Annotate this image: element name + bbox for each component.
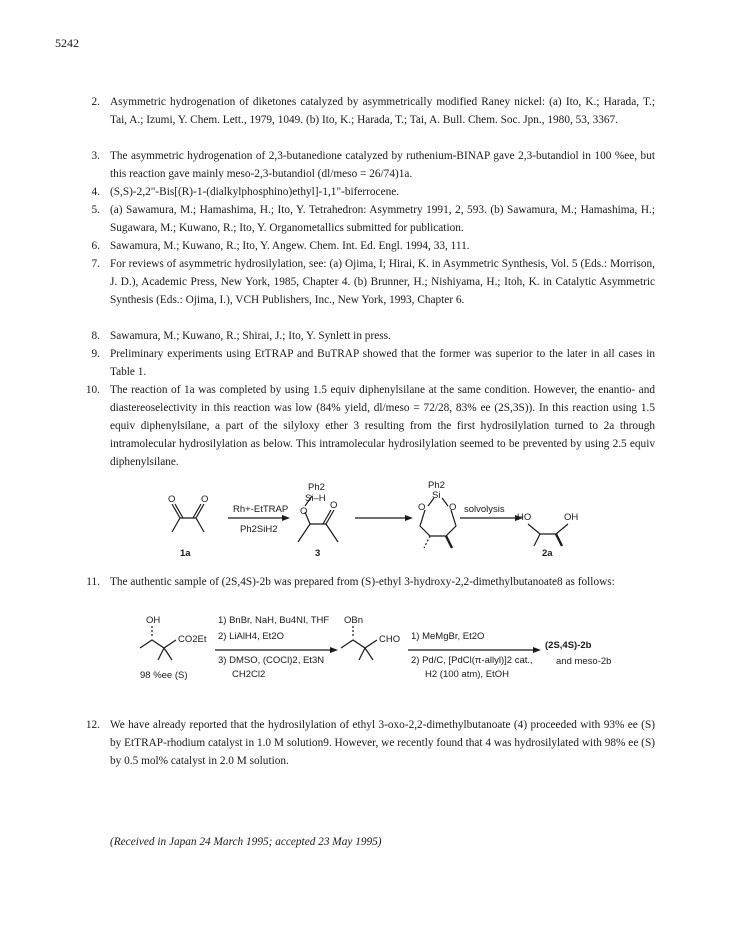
reference-number: 12. [85,719,100,731]
reference-item [91,327,655,345]
reference-text: The authentic sample of (2S,4S)-2b was prepared from (S)-ethyl 3-hydroxy-2,2-dimethylbutanoate8 as follows: [110,576,615,588]
reference-number: 5. [91,204,100,216]
arrow-5-head [533,647,541,653]
compound-label-2a: 2a [542,548,553,559]
reagent-step-1: 1) BnBr, NaH, Bu4NI, THF [218,615,330,626]
reagent-step-2: 2) LiAlH4, Et2O [218,631,284,642]
atom-o: O [418,502,426,513]
atom-o: O [201,494,209,505]
oh-label: OH [564,512,579,523]
ho-label: HO [517,512,532,523]
atom-o: O [330,500,338,511]
product-2b: (2S,4S)-2b [545,640,592,651]
reference-item [91,147,655,183]
arrow-4-head [330,647,338,653]
reference-item [91,345,655,381]
structure-2a-methyl-left [534,534,540,546]
reference-number: 3. [91,150,100,162]
reference-text: (S,S)-2,2"-Bis[(R)-1-(dialkylphosphino)ethyl]-1,1"-biferrocene. [110,186,400,198]
reference-item [91,93,655,129]
reference-number: 4. [91,186,100,198]
ph2-label: Ph2 [308,482,325,493]
reagent-silane: Ph2SiH2 [240,524,278,535]
reference-number: 7. [91,258,100,270]
reference-text: (a) Sawamura, M.; Hamashima, H.; Ito, Y. Tetrahedron: Asymmetry 1991, 2, 593. (b) Sawamura, M.; Hamashima, H.; Sugawara, M.; Kuwano, R.; Ito, Y. Organometallics submitted for publication. [110,204,655,234]
atom-o: O [449,502,457,513]
ring-intermediate-bonds [420,510,456,536]
hydrosilylation-scheme [0,480,740,560]
structure-2a-methyl-right [556,534,562,546]
reagent-step-5: 2) Pd/C, [PdCl(π-allyl)]2 cat., [411,655,533,666]
arrow-1-head [282,515,290,521]
reference-item [91,255,655,309]
reference-number: 9. [91,348,100,360]
reference-number: 6. [91,240,100,252]
solvolysis-label: solvolysis [464,504,505,515]
reference-item [91,201,655,237]
structure-3-backbone [298,524,338,542]
ring-methyl-right [446,536,452,548]
aldehyde-label: CHO [379,634,401,645]
reference-text: For reviews of asymmetric hydrosilylation, see: (a) Ojima, I; Hirai, K. in Asymmetric Synthesis, Vol. 5 (Eds.: Morrison, J. D.), Academic Press, New York, 1985, Chapter 4. (b) Brunner, H.; Nishiyama, H.; Itoh, K. in Catalytic Asymmetric Synthesis (Eds.: Ojima, I.), VCH Publishers, Inc., New York, 1993, Chapter 6. [110,258,655,306]
gem-methyl-left [359,648,365,660]
obn-label: OBn [344,615,364,626]
reagent-step-3: 3) DMSO, (COCl)2, Et3N [218,655,325,666]
reference-item [85,381,655,471]
structure-2a-backbone [528,524,568,534]
reference-number: 10. [85,384,100,396]
reagent-step-5-conditions: H2 (100 atm), EtOH [425,669,509,680]
gem-methyl-right [365,648,373,660]
reference-item [85,716,655,770]
ester-label: CO2Et [178,634,207,645]
reference-item [91,183,655,201]
ring-methyl-left [424,536,430,548]
reference-number: 8. [91,330,100,342]
ester-backbone [140,640,176,648]
compound-label-1a: 1a [180,548,191,559]
authentic-sample-scheme [0,612,740,690]
product-meso-2b: and meso-2b [556,656,612,667]
compound-label-3: 3 [315,548,321,559]
reference-text: Preliminary experiments using EtTRAP and BuTRAP showed that the former was superior to the later in all cases in Table 1. [110,348,655,378]
si-h-label: Si–H [305,493,326,504]
ph2-label: Ph2 [428,480,445,491]
atom-si: Si [432,490,441,501]
reference-item [91,237,655,255]
reference-number: 2. [91,96,100,108]
reference-text: We have already reported that the hydrosilylation of ethyl 3-oxo-2,2-dimethylbutanoate (4) proceeded with 93% ee (S) by EtTRAP-rhodium catalyst in 1.0 M solution9. However, we recently found that 4 was hydrosilylated with 98% ee (S) by 0.5 mol% catalyst in 2.0 M solution. [110,719,655,767]
atom-o: O [168,494,176,505]
reagent-catalyst: Rh+-EtTRAP [233,504,289,515]
ring-o-si-right [442,498,448,506]
gem-methyl-left [158,648,164,660]
reference-text: Sawamura, M.; Kuwano, R.; Ito, Y. Angew. Chem. Int. Ed. Engl. 1994, 33, 111. [110,240,470,252]
gem-methyl-right [164,648,172,660]
structure-1a-backbone [172,518,204,532]
reagent-step-3-solvent: CH2Cl2 [232,669,266,680]
reference-item [86,573,655,591]
reference-text: Sawamura, M.; Kuwano, R.; Shirai, J.; Ito, Y. Synlett in press. [110,330,391,342]
arrow-2-head [405,515,413,521]
atom-o: O [300,506,308,517]
received-note: (Received in Japan 24 March 1995; accepted 23 May 1995) [110,836,382,848]
reference-text: Asymmetric hydrogenation of diketones catalyzed by asymmetrically modified Raney nickel: (a) Ito, K.; Harada, T.; Tai, A.; Izumi, Y. Chem. Lett., 1979, 1049. (b) Ito, K.; Harada, T.; Tai, A. Bull. Chem. Soc. Jpn., 1980, 53, 3367. [110,96,655,126]
oh-label: OH [146,615,161,626]
reference-number: 11. [86,576,100,588]
reagent-step-4: 1) MeMgBr, Et2O [411,631,485,642]
page-number: 5242 [55,36,79,50]
reference-text: The reaction of 1a was completed by using 1.5 equiv diphenylsilane at the same condition. However, the enantio- and diastereoselectivity in this reaction was low (84% yield, dl/meso = 72/28, 83% ee (2S,3S)). In this reaction using 1.5 equiv diphenylsilane, a part of the silyloxy ether 3 resulting from the first hydrosilylation turned to 2a through intramolecular hydrosilylation as below. This intramolecular hydrosilylation seemed to be prevented by using 2.5 equiv diphenylsilane. [110,384,655,468]
ee-label: 98 %ee (S) [140,670,188,681]
reference-text: The asymmetric hydrogenation of 2,3-butanedione catalyzed by ruthenium-BINAP gave 2,3-butandiol in 100 %ee, but this reaction gave mainly meso-2,3-butandiol (dl/meso = 26/74)1a. [110,150,655,180]
aldehyde-backbone [341,640,377,648]
